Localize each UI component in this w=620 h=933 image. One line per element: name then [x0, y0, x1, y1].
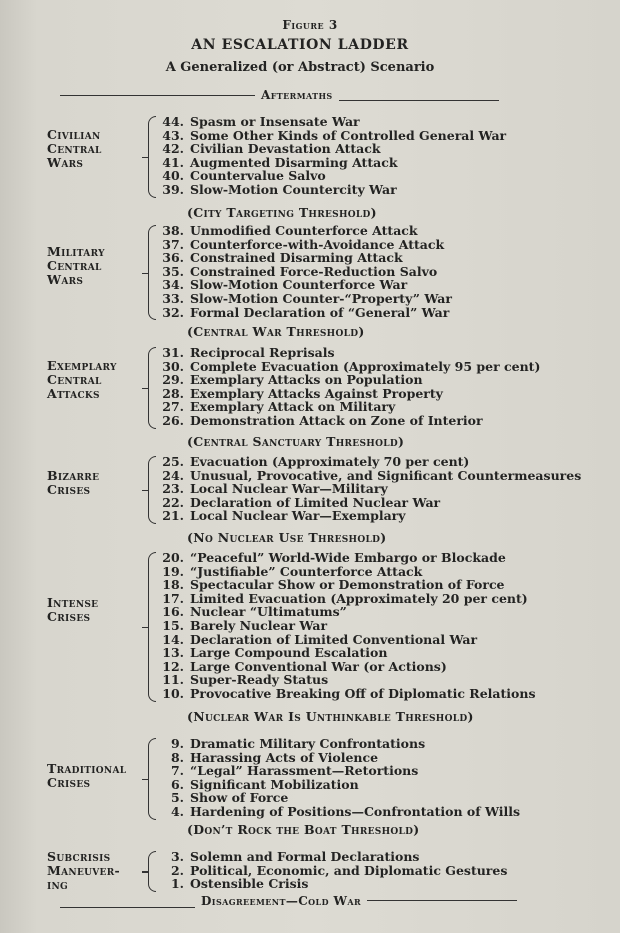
- rung-text: “Peaceful” World-Wide Embargo or Blockade: [190, 550, 506, 565]
- rung-number: 14.: [162, 631, 184, 647]
- rung-text: Exemplary Attack on Military: [190, 399, 396, 415]
- ladder-rung: [155, 265, 437, 278]
- ladder-rung: [155, 619, 327, 632]
- top-rule-label: Aftermaths: [261, 88, 333, 102]
- rung-number: 42.: [162, 141, 184, 157]
- rung-number: 34.: [162, 277, 184, 293]
- category-label: Civilian Central Wars: [47, 127, 102, 170]
- rung-number: 13.: [162, 645, 184, 661]
- ladder-rung: [155, 373, 423, 386]
- ladder-rung: [155, 605, 347, 618]
- ladder-rung: [155, 469, 581, 482]
- rung-number: 39.: [162, 182, 184, 197]
- ladder-rung: [155, 292, 452, 305]
- rung-text: Harassing Acts of Violence: [190, 749, 379, 765]
- ladder-rung: [155, 633, 477, 646]
- rung-text: Significant Mobilization: [190, 776, 359, 792]
- threshold-label: (Don’t Rock the Boat Threshold): [187, 822, 420, 837]
- rung-text: Counterforce-with-Avoidance Attack: [190, 236, 445, 252]
- rung-number: 36.: [162, 250, 184, 266]
- category-label: Bizarre Crises: [47, 468, 100, 497]
- ladder-rung: [155, 360, 540, 373]
- bottom-rule-line-left: [60, 907, 195, 908]
- ladder-rung: [155, 183, 397, 196]
- rung-number: 17.: [162, 590, 184, 606]
- ladder-rung: [155, 482, 388, 495]
- rung-text: Demonstration Attack on Zone of Interior: [190, 413, 483, 428]
- rung-number: 22.: [162, 494, 184, 510]
- ladder-rung: [155, 238, 444, 251]
- rung-number: 23.: [162, 481, 184, 497]
- ladder-rung: [155, 737, 425, 750]
- rung-text: Local Nuclear War—Exemplary: [190, 508, 406, 524]
- rung-number: 7.: [170, 763, 184, 779]
- category-label: Intense Crises: [47, 595, 99, 624]
- rung-number: 43.: [162, 127, 184, 143]
- bottom-rule-label: Disagreement—Cold War: [201, 893, 362, 908]
- ladder-rung: [155, 578, 505, 591]
- rung-text: Constrained Force-Reduction Salvo: [190, 263, 438, 279]
- rung-number: 6.: [170, 776, 184, 792]
- rung-number: 11.: [162, 672, 184, 688]
- rung-text: Large Compound Escalation: [190, 645, 388, 661]
- rung-text: Countervalue Salvo: [190, 168, 326, 184]
- rung-number: 24.: [162, 467, 184, 483]
- threshold-label: (Central Sanctuary Threshold): [187, 434, 405, 449]
- ladder-rung: [155, 169, 326, 182]
- category-label: Exemplary Central Attacks: [47, 358, 117, 401]
- rung-text: Hardening of Positions—Confrontation of Wills: [190, 804, 521, 819]
- ladder-rung: [155, 115, 360, 128]
- ladder-rung: [155, 306, 449, 319]
- rung-number: 41.: [162, 154, 184, 170]
- rung-text: Limited Evacuation (Approximately 20 per cent): [190, 590, 528, 606]
- rung-number: 18.: [162, 577, 184, 593]
- rung-text: “Legal” Harassment—Retortions: [190, 763, 419, 779]
- ladder-rung: [155, 346, 335, 359]
- rung-text: Slow-Motion Counterforce War: [190, 277, 408, 293]
- category-label: Subcrisis Maneuver-ing: [47, 849, 120, 892]
- rung-number: 31.: [162, 345, 184, 360]
- rung-text: Spectacular Show or Demonstration of Force: [190, 577, 505, 593]
- rung-number: 5.: [170, 790, 184, 806]
- threshold-label: (City Targeting Threshold): [187, 205, 377, 220]
- ladder-rung: [155, 646, 387, 659]
- ladder-rung: [155, 551, 506, 564]
- rung-number: 40.: [162, 168, 184, 184]
- rung-text: Unusual, Provocative, and Significant Countermeasures: [190, 467, 582, 483]
- ladder-rung: [155, 224, 418, 237]
- ladder-rung: [155, 805, 520, 818]
- threshold-label: (Nuclear War Is Unthinkable Threshold): [187, 709, 474, 724]
- ladder-rung: [155, 142, 381, 155]
- rung-text: Complete Evacuation (Approximately 95 per cent): [190, 358, 541, 374]
- rung-number: 21.: [162, 508, 184, 524]
- rung-number: 25.: [162, 454, 184, 469]
- ladder-rung: [155, 400, 395, 413]
- ladder-rung: [155, 455, 469, 468]
- rung-text: Declaration of Limited Conventional War: [190, 631, 478, 647]
- rung-number: 19.: [162, 563, 184, 579]
- rung-text: Unmodified Counterforce Attack: [190, 223, 418, 238]
- rung-text: Slow-Motion Counter-“Property” War: [190, 291, 452, 306]
- top-rule: [60, 88, 499, 102]
- rung-text: Dramatic Military Confrontations: [190, 736, 426, 751]
- ladder-rung: [155, 278, 407, 291]
- rung-number: 4.: [170, 804, 184, 819]
- ladder-rung: [155, 673, 328, 686]
- category-label: Traditional Crises: [47, 761, 127, 790]
- ladder-rung: [155, 687, 535, 700]
- ladder-rung: [155, 764, 418, 777]
- rung-number: 1.: [170, 876, 184, 892]
- ladder-rung: [155, 251, 403, 264]
- rung-number: 33.: [162, 291, 184, 306]
- rung-text: Some Other Kinds of Controlled General War: [190, 127, 507, 143]
- ladder-rung: [155, 850, 419, 863]
- rung-text: Solemn and Formal Declarations: [190, 849, 420, 864]
- rung-number: 9.: [170, 736, 184, 751]
- rung-text: Constrained Disarming Attack: [190, 250, 403, 266]
- rung-text: Spasm or Insensate War: [190, 114, 360, 129]
- ladder-rung: [155, 387, 443, 400]
- rung-text: Exemplary Attacks Against Property: [190, 385, 443, 401]
- rung-number: 37.: [162, 236, 184, 252]
- rung-text: Exemplary Attacks on Population: [190, 372, 423, 388]
- ladder-rung: [155, 751, 378, 764]
- rung-number: 12.: [162, 658, 184, 674]
- bottom-rule-line-right: [367, 900, 517, 901]
- rung-text: Show of Force: [190, 790, 289, 806]
- figure-subtitle: A Generalized (or Abstract) Scenario: [165, 60, 435, 75]
- ladder-rung: [155, 778, 359, 791]
- rung-number: 8.: [170, 749, 184, 765]
- rung-number: 20.: [162, 550, 184, 565]
- figure-title: AN ESCALATION LADDER: [191, 37, 409, 53]
- rung-number: 35.: [162, 263, 184, 279]
- rung-number: 38.: [162, 223, 184, 238]
- ladder-rung: [155, 414, 483, 427]
- threshold-label: (Central War Threshold): [187, 324, 365, 339]
- rung-number: 26.: [162, 413, 184, 428]
- rung-number: 16.: [162, 604, 184, 620]
- rung-number: 2.: [170, 862, 184, 878]
- rung-number: 10.: [162, 686, 184, 701]
- rung-number: 28.: [162, 385, 184, 401]
- ladder-rung: [155, 156, 397, 169]
- rung-text: Local Nuclear War—Military: [190, 481, 388, 497]
- rung-text: Evacuation (Approximately 70 per cent): [190, 454, 470, 469]
- ladder-rung: [155, 129, 506, 142]
- rung-text: Super-Ready Status: [190, 672, 329, 688]
- top-rule-line-left: [60, 95, 255, 96]
- rung-number: 44.: [162, 114, 184, 129]
- rung-text: Nuclear “Ultimatums”: [190, 604, 347, 620]
- rung-number: 3.: [170, 849, 184, 864]
- rung-number: 32.: [162, 304, 184, 320]
- rung-text: Slow-Motion Countercity War: [190, 182, 397, 197]
- rung-number: 27.: [162, 399, 184, 415]
- ladder-rung: [155, 877, 308, 890]
- rung-text: Formal Declaration of “General” War: [190, 304, 450, 320]
- ladder-rung: [155, 509, 406, 522]
- ladder-rung: [155, 592, 528, 605]
- rung-text: Ostensible Crisis: [190, 876, 309, 892]
- rung-number: 29.: [162, 372, 184, 388]
- rung-text: Declaration of Limited Nuclear War: [190, 494, 441, 510]
- ladder-rung: [155, 660, 447, 673]
- rung-text: Barely Nuclear War: [190, 618, 328, 633]
- rung-text: Civilian Devastation Attack: [190, 141, 381, 157]
- category-label: Military Central Wars: [47, 244, 105, 287]
- rung-text: Large Conventional War (or Actions): [190, 658, 447, 674]
- rung-text: “Justifiable” Counterforce Attack: [190, 563, 423, 579]
- rung-text: Reciprocal Reprisals: [190, 345, 335, 360]
- ladder-rung: [155, 496, 440, 509]
- rung-text: Augmented Disarming Attack: [190, 154, 398, 170]
- ladder-rung: [155, 864, 507, 877]
- rung-text: Provocative Breaking Off of Diplomatic Relations: [190, 686, 536, 701]
- top-rule-line-right: [339, 100, 499, 101]
- ladder-rung: [155, 565, 422, 578]
- rung-number: 30.: [162, 358, 184, 374]
- ladder-rung: [155, 791, 288, 804]
- rung-text: Political, Economic, and Diplomatic Gestures: [190, 862, 508, 878]
- bottom-rule: [60, 893, 517, 908]
- figure-label: Figure 3: [282, 18, 338, 32]
- rung-number: 15.: [162, 618, 184, 633]
- threshold-label: (No Nuclear Use Threshold): [187, 530, 387, 545]
